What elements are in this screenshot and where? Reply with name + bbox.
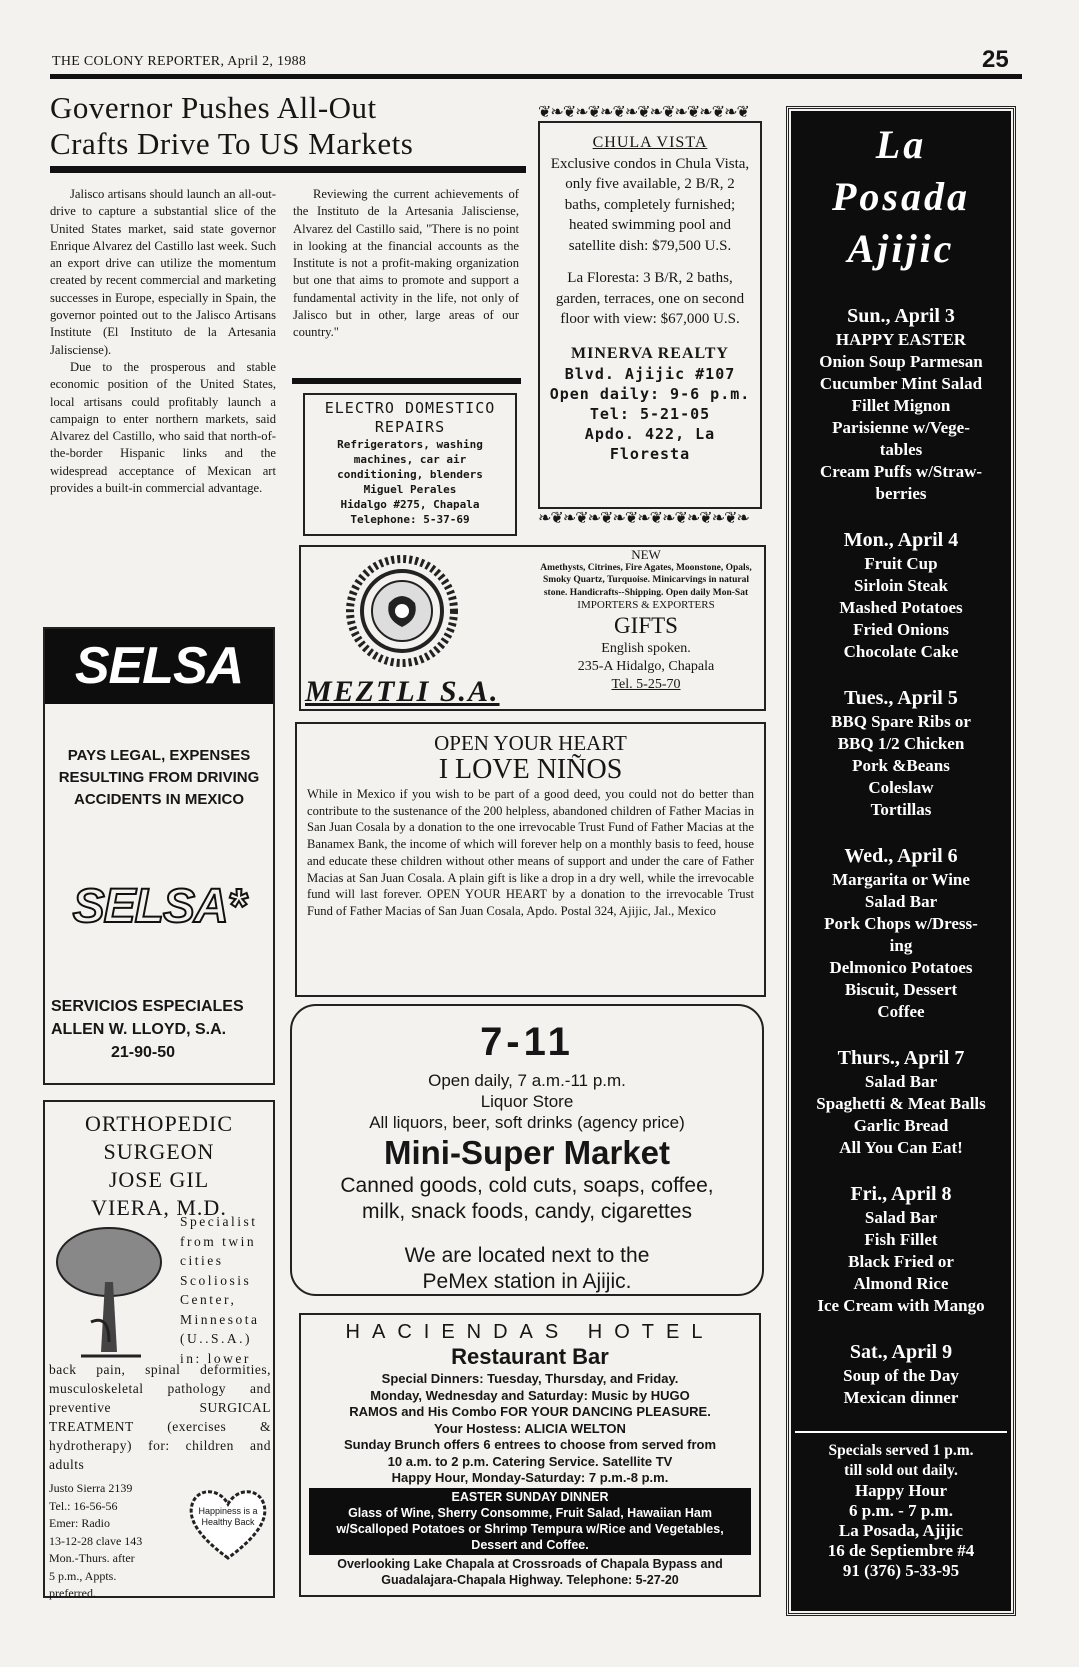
ortho-tel: Tel.: 16-56-56	[49, 1498, 118, 1513]
posada-footer	[795, 1431, 1007, 1581]
posada-menu-item: Salad Bar	[864, 1208, 938, 1227]
electro-services: Refrigerators, washing machines, car air conditioning, blenders	[337, 438, 483, 481]
posada-day-title: Tues., April 5	[844, 687, 958, 709]
header-rule	[50, 74, 1022, 79]
posada-day-title: Thurs., April 7	[837, 1047, 965, 1069]
posada-menu-item: Sirloin Steak	[854, 576, 948, 595]
drinks-line: All liquors, beer, soft drinks (agency price)	[369, 1113, 685, 1132]
posada-day-block	[791, 685, 1011, 821]
haciendas-line-4: Your Hostess: ALICIA WELTON	[434, 1420, 626, 1436]
posada-menu-item: Ice Cream with Mango	[817, 1296, 985, 1315]
article-paragraph: Reviewing the current achievements of the Instituto de la Artesania Jalisciense, Alvarez del Castillo said, "There is no point in looking at the financial accounts as the Institute is not a profit-making organization but one that aims to promote and support a fundamental activity in the life, not only of Jalisco but in other, large areas of our country."	[293, 187, 519, 340]
posada-menu-item: Cream Puffs w/Straw-	[819, 462, 983, 481]
posada-daily-menus	[791, 303, 1011, 1409]
posada-menu-item: Soup of the Day	[843, 1366, 959, 1385]
electro-subtitle: REPAIRS	[374, 418, 446, 436]
selsa-logo-outline: SELSA*	[72, 880, 246, 933]
goods-line-1: Canned goods, cold cuts, soaps, coffee,	[340, 1174, 714, 1197]
posada-day-block	[791, 1339, 1011, 1409]
posada-menu-item: Pork Chops w/Dress-	[824, 914, 978, 933]
posada-menu-item: All You Can Eat!	[839, 1138, 963, 1157]
mini-super-market: Mini-Super Market	[383, 1134, 671, 1171]
article-paragraph: Due to the prosperous and stable economic position of the United States, local artisans could profitably launch a campaign to enter northern markets, said Alvarez del Castillo, who said that north-of-the-border Hispanic links and the widespread acceptance of Mexican art provides a built-in commercial advantage.	[50, 359, 276, 496]
posada-menu-item: Salad Bar	[864, 1072, 938, 1091]
posada-name	[791, 119, 1011, 275]
haciendas-title: HACIENDAS HOTEL	[345, 1321, 715, 1343]
ortho-appts: 5 p.m., Appts.	[49, 1568, 117, 1583]
electro-phone: Telephone: 5-37-69	[350, 513, 470, 526]
ortho-specialty: Specialist from twin cities Scoliosis Center, Minnesota (U..S.A.) in: lower	[180, 1214, 260, 1366]
tree-icon	[51, 1222, 166, 1362]
selsa-company-line-2: ALLEN W. LLOYD, S.A.	[51, 1021, 227, 1038]
seven-eleven-details	[292, 1070, 762, 1295]
meztli-stones: Amethysts, Citrines, Fire Agates, Moonstone, Opals, Smoky Quartz, Turquoise. Minicarvings in natural stone. Handicrafts--Shipping. Open daily Mon-Sat	[540, 562, 752, 598]
posada-day-title: Wed., April 6	[844, 845, 958, 867]
posada-day-title: Sat., April 9	[849, 1341, 953, 1363]
haciendas-line-6: 10 a.m. to 2 p.m. Catering Service. Satellite TV	[387, 1453, 673, 1469]
selsa-description: PAYS LEGAL, EXPENSES RESULTING FROM DRIVING ACCIDENTS IN MEXICO	[58, 747, 260, 808]
posada-menu-item: Coleslaw	[868, 778, 934, 797]
posada-name-1: La	[875, 122, 927, 167]
electro-domestico-ad	[303, 393, 517, 536]
posada-menu-item: Almond Rice	[853, 1274, 949, 1293]
seven-eleven-ad	[290, 1004, 764, 1296]
chula-vista-title: CHULA VISTA	[592, 134, 708, 151]
meztli-gifts: GIFTS	[614, 612, 678, 638]
realty-tel: Tel: 5-21-05	[589, 404, 711, 423]
posada-day-block	[791, 1045, 1011, 1159]
posada-menu-item: BBQ Spare Ribs or	[831, 712, 971, 731]
posada-day-title: Fri., April 8	[850, 1183, 952, 1205]
realty-name: MINERVA REALTY	[571, 344, 729, 362]
heart-caption: Happiness is a Healthy Back	[198, 1506, 258, 1527]
location-line-1: We are located next to the	[404, 1244, 650, 1267]
ortho-title-3: JOSE GIL	[108, 1167, 210, 1192]
easter-dinner-box	[309, 1488, 751, 1555]
haciendas-subtitle: Restaurant Bar	[451, 1344, 609, 1369]
posada-footer-line: 91 (376) 5-33-95	[842, 1561, 960, 1580]
ninos-title-1: OPEN YOUR HEART	[434, 731, 627, 755]
posada-menu-item: tables	[879, 440, 923, 459]
easter-dinner-title: EASTER SUNDAY DINNER	[451, 1489, 609, 1504]
posada-footer-line: La Posada, Ajijic	[838, 1521, 964, 1540]
seven-eleven-logo: 7-11	[480, 1020, 574, 1064]
posada-day-title: Mon., April 4	[843, 529, 959, 551]
ninos-ad	[295, 722, 766, 997]
posada-menu-item: Tortillas	[870, 800, 932, 819]
posada-day-block	[791, 527, 1011, 663]
chula-vista-listing-1: Exclusive condos in Chula Vista, only five available, 2 B/R, 2 baths, completely furnished; heated swimming pool and satellite dish: $79,500 U.S.	[550, 155, 750, 254]
meztli-tel: Tel. 5-25-70	[611, 676, 681, 692]
realty-info	[548, 344, 752, 464]
meztli-importers: IMPORTERS & EXPORTERS	[577, 599, 715, 611]
posada-menu-item: Black Fried or	[848, 1252, 954, 1271]
headline-rule	[50, 166, 526, 173]
posada-name-3: Ajijic	[847, 226, 955, 271]
haciendas-details	[305, 1371, 755, 1487]
article-headline	[50, 90, 530, 162]
article-paragraph: Jalisco artisans should launch an all-out-drive to capture a substantial slice of the United States market, said state governor Enrique Alvarez del Castillo last week. Such an export drive can utilize the momentum created by recent commercial and marketing successes in Europe, especially in Spain, the governor pointed out to the Jalisco Artisans Institute (El Instituto de la Artesania Jalisciense).	[50, 187, 276, 357]
decorative-border-top: ❦❧❦❧❦❧❦❧❦❧❦❧❦❧❦❧❦	[538, 104, 749, 121]
posada-day-title: Sun., April 3	[847, 305, 955, 327]
selsa-phone: 21-90-50	[111, 1044, 176, 1061]
meztli-ad	[299, 545, 766, 711]
ortho-title-2: SURGEON	[103, 1139, 215, 1164]
posada-menu-item: Salad Bar	[864, 892, 938, 911]
meztli-address: 235-A Hidalgo, Chapala	[577, 658, 715, 674]
posada-footer-line: 6 p.m. - 7 p.m.	[849, 1501, 953, 1520]
location-line-2: PeMex station in Ajijic.	[422, 1270, 632, 1293]
posada-name-2: Posada	[832, 174, 970, 219]
ninos-title-2: I LOVE NIÑOS	[438, 754, 623, 785]
ninos-body: While in Mexico if you wish to be part of a good deed, you could not do better than contribute to the sustenance of the 200 helpless, abandoned children of Father Macias in San Juan Cosala by a donation to the one irrevocable Trust Fund of Father Macias at the Banamex Bank, the income of which will forever help on a monthly basis to feed, house and educate these children without other means of support and under the care of Father Macias at San Juan Cosala. A plain gift is like a drop in a dry well, while the irrevocable fund will last forever. OPEN YOUR HEART by a donation to the irrevocable Trust Fund of Father Macias of San Juan Cosala, Apdo. Postal 324, Ajijic, Jal., Mexico	[307, 787, 754, 918]
posada-day-block	[791, 1181, 1011, 1317]
page-number: 25	[982, 46, 1009, 73]
realty-apdo: Apdo. 422, La Floresta	[584, 424, 716, 463]
ortho-emergency: Emer: Radio	[49, 1516, 110, 1530]
posada-menu-item: Parisienne w/Vege-	[832, 418, 970, 437]
posada-menu-item: Pork &Beans	[852, 756, 950, 775]
publication-header: THE COLONY REPORTER, April 2, 1988	[52, 54, 307, 69]
ortho-clave: 13-12-28 clave 143	[49, 1533, 143, 1548]
electro-address: Hidalgo #275, Chapala	[340, 498, 480, 511]
article-column-2	[293, 186, 519, 342]
posada-footer-line: Happy Hour	[854, 1481, 948, 1500]
goods-line-2: milk, snack foods, candy, cigarettes	[362, 1200, 692, 1223]
selsa-company	[51, 995, 271, 1064]
selsa-logo: SELSA	[45, 629, 273, 704]
posada-menu-item: Fillet Mignon	[851, 396, 951, 415]
haciendas-line-2: Monday, Wednesday and Saturday: Music by HUGO	[370, 1387, 690, 1403]
posada-menu-item: Onion Soup Parmesan	[819, 352, 983, 371]
posada-menu-item: ing	[889, 936, 913, 955]
decorative-border-bottom: ❧❦❧❦❧❦❧❦❧❦❧❦❧❦❧❦❧	[538, 510, 749, 527]
haciendas-line-5: Sunday Brunch offers 6 entrees to choose from served from	[343, 1437, 717, 1452]
store-hours: Open daily, 7 a.m.-11 p.m.	[428, 1071, 626, 1090]
easter-dinner-menu: Glass of Wine, Sherry Consomme, Fruit Salad, Hawaiian Ham w/Scalloped Potatoes or Shrimp Tempura w/Rice and Vegetables, Dessert and Coffee.	[336, 1505, 724, 1552]
headline-line-2: Crafts Drive To US Markets	[50, 126, 414, 161]
chula-vista-listing-2: La Floresta: 3 B/R, 2 baths, garden, terraces, one on second floor with view: $67,000 U.S.	[555, 270, 745, 327]
posada-menu-item: Delmonico Potatoes	[829, 958, 973, 977]
ortho-address: Justo Sierra 2139	[49, 1481, 133, 1495]
posada-menu-item: Margarita or Wine	[832, 870, 970, 889]
posada-menu-item: Fruit Cup	[864, 554, 938, 573]
meztli-english: English spoken.	[601, 640, 691, 656]
selsa-company-line-1: SERVICIOS ESPECIALES	[51, 998, 244, 1015]
haciendas-ad	[299, 1313, 761, 1597]
headline-line-1: Governor Pushes All-Out	[50, 90, 377, 125]
posada-footer-line: 16 de Septiembre #4	[827, 1541, 975, 1560]
posada-day-block	[791, 843, 1011, 1023]
posada-menu-item: Mexican dinner	[843, 1388, 959, 1407]
posada-menu-item: Coffee	[877, 1002, 925, 1021]
realty-address: Blvd. Ajijic #107	[564, 364, 736, 383]
haciendas-footer: Overlooking Lake Chapala at Crossroads of Chapala Bypass and Guadalajara-Chapala Highway. Telephone: 5-27-20	[337, 1556, 723, 1587]
posada-menu-item: Cucumber Mint Salad	[819, 374, 983, 393]
meztli-logo: MEZTLI S.A.	[305, 675, 500, 708]
meztli-info	[531, 549, 761, 694]
posada-menu-item: Mashed Potatoes	[839, 598, 963, 617]
posada-day-block	[791, 303, 1011, 505]
posada-menu-item: HAPPY EASTER	[835, 330, 967, 349]
realty-hours: Open daily: 9-6 p.m.	[549, 384, 751, 403]
posada-menu-item: berries	[875, 484, 927, 503]
posada-menu-item: Fried Onions	[853, 620, 949, 639]
chula-vista-ad	[538, 121, 762, 509]
electro-owner: Miguel Perales	[363, 483, 457, 496]
meztli-new: NEW	[631, 547, 661, 562]
posada-footer-line: till sold out daily.	[844, 1462, 958, 1479]
orthopedic-ad	[43, 1100, 275, 1598]
sun-medallion-icon	[327, 553, 477, 668]
liquor-store: Liquor Store	[480, 1092, 574, 1111]
posada-menu-item: Biscuit, Dessert	[844, 980, 958, 999]
posada-menu-item: Fish Fillet	[864, 1230, 938, 1249]
electro-top-rule	[292, 378, 521, 384]
haciendas-line-7: Happy Hour, Monday-Saturday: 7 p.m.-8 p.m.	[391, 1470, 669, 1485]
ortho-contact	[49, 1480, 199, 1603]
haciendas-line-3: RAMOS and His Combo FOR YOUR DANCING PLEASURE.	[349, 1404, 711, 1419]
posada-menu-item: Spaghetti & Meat Balls	[816, 1094, 986, 1113]
ortho-preferred: preferred.	[49, 1586, 96, 1600]
ortho-days: Mon.-Thurs. after	[49, 1551, 135, 1565]
article-column-1	[50, 186, 276, 497]
ortho-title-1: ORTHOPEDIC	[84, 1111, 233, 1136]
posada-footer-line: Specials served 1 p.m.	[828, 1442, 974, 1459]
la-posada-menu	[791, 111, 1011, 1611]
ortho-title-4: VIERA, M.D.	[91, 1195, 227, 1220]
electro-title: ELECTRO DOMESTICO	[324, 399, 496, 417]
haciendas-line-1: Special Dinners: Tuesday, Thursday, and Friday.	[381, 1371, 679, 1386]
posada-menu-item: Chocolate Cake	[843, 642, 959, 661]
posada-menu-item: BBQ 1/2 Chicken	[837, 734, 965, 753]
posada-menu-item: Garlic Bread	[853, 1116, 949, 1135]
ortho-body: back pain, spinal deformities, musculoskeletal pathology and preventive SURGICAL TREATMENT (exercises & hydrotherapy) for: children and adults	[49, 1362, 271, 1472]
selsa-ad	[43, 627, 275, 1085]
ortho-title	[45, 1110, 273, 1222]
